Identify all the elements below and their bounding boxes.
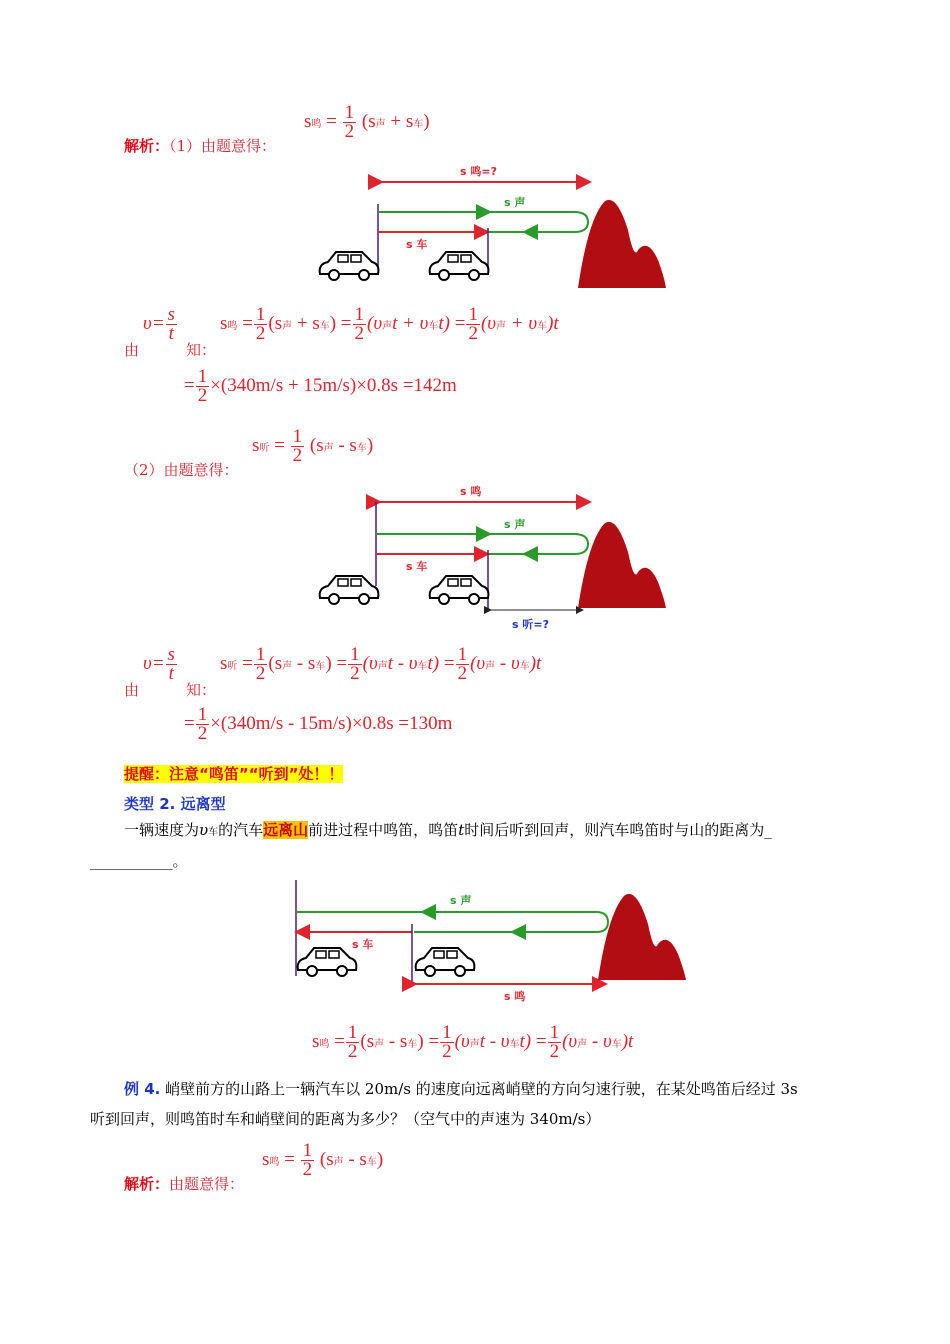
f4-p0: s (220, 652, 228, 674)
f3-lhs-sub: 听 (259, 442, 270, 454)
mountain-icon (578, 522, 666, 608)
calc2-num: 1 (197, 704, 208, 725)
f2-p5: (s (268, 312, 283, 334)
f4-p11: 1 (350, 644, 360, 665)
f4-p7: - s (296, 652, 316, 674)
f2-p12: 2 (354, 323, 365, 344)
f3-op: - s (338, 434, 357, 456)
f4-p15: t - υ (387, 652, 418, 674)
v-def-2 (143, 646, 178, 683)
mountain-icon (598, 894, 686, 980)
f4-p23: - υ (499, 652, 520, 674)
f2-frac-c (466, 306, 480, 343)
f1-sub2: 车 (413, 118, 424, 130)
t2-t: t (458, 821, 465, 839)
f4-p14: 声 (377, 660, 388, 672)
calc1-rest: ×(340m/s + 15m/s)×0.8s =142m (210, 374, 457, 396)
f3-den: 2 (292, 445, 303, 466)
f4-p16: 车 (417, 660, 428, 672)
f5-p2: = (334, 1030, 345, 1052)
f4-frac-c (456, 646, 470, 683)
f6-lhs-sub: 鸣 (269, 1156, 280, 1168)
car-icon (298, 948, 357, 976)
f4-p10: = (336, 652, 348, 674)
f2-p21: (υ (480, 312, 497, 334)
f5-p15: t - υ (479, 1030, 510, 1052)
f3-open: (s (309, 434, 324, 456)
v-frac (166, 306, 177, 343)
know-text-2: 知： (186, 681, 217, 699)
v-den-2: t (168, 663, 174, 684)
f2-p24: 车 (537, 320, 548, 332)
f4-p12: 2 (350, 663, 360, 684)
f5-p14: 声 (469, 1038, 480, 1050)
f3-sub2: 车 (356, 442, 367, 454)
car-icon (430, 252, 489, 280)
f5-p25: )t (621, 1030, 634, 1052)
formula-5 (312, 1024, 633, 1061)
example4-analysis-label: 解析： (124, 1175, 170, 1193)
d3-bottom-label: s 鸣 (504, 990, 526, 1003)
f2-p18: = (454, 312, 466, 334)
v-eq-2: υ= (143, 652, 165, 674)
calc2-eq: = (184, 712, 195, 734)
by-text-1: 由 (124, 341, 140, 359)
diagram-2 (312, 482, 668, 632)
type2-line-2: ___________。 (90, 852, 188, 870)
diagram-1 (312, 160, 668, 292)
example4-label: 例 4. (124, 1080, 161, 1098)
example4-analysis (124, 1174, 244, 1194)
f5-p18: = (535, 1030, 547, 1052)
f4-p19: 1 (457, 644, 468, 665)
f2-p0: s (220, 312, 228, 334)
f5-p19: 1 (549, 1022, 560, 1043)
f2-p22: 声 (496, 320, 507, 332)
f2-p10: = (340, 312, 352, 334)
formula-6 (262, 1142, 383, 1179)
f1-den: 2 (344, 121, 355, 142)
f4-frac-b (348, 646, 362, 683)
f5-p21: (υ (562, 1030, 578, 1052)
f2-p19: 1 (468, 304, 478, 325)
f4-frac-a (254, 646, 268, 683)
f2-p15: t + υ (392, 312, 429, 334)
f1-open: (s (361, 110, 376, 132)
example4-line-1 (124, 1076, 798, 1102)
v-eq: υ= (143, 312, 165, 334)
f6-lhs: s (262, 1148, 270, 1170)
f2-p14: 声 (382, 320, 393, 332)
car-icon (320, 252, 379, 280)
calc2-frac (196, 706, 210, 743)
f4-p2: = (242, 652, 253, 674)
f6-sub1: 声 (333, 1156, 344, 1168)
d2-top-label: s 鸣 (460, 485, 482, 498)
f2-frac-a (254, 306, 268, 343)
calc2-den: 2 (197, 723, 208, 744)
f4-p4: 2 (255, 663, 266, 684)
calc-2 (184, 706, 452, 743)
d2-red-label: s 车 (406, 560, 428, 573)
f3-num: 1 (292, 426, 303, 447)
f2-p7: + s (296, 312, 320, 334)
f4-p6: 声 (282, 660, 293, 672)
f5-p22: 声 (577, 1038, 588, 1050)
f1-lhs: s (304, 110, 312, 132)
car-icon (430, 576, 489, 604)
calc1-frac (196, 368, 210, 405)
f2-p8: 车 (319, 320, 330, 332)
f3-sub1: 声 (323, 442, 334, 454)
example4-text1: 峭壁前方的山路上一辆汽车以 20m/s 的速度向远离峭壁的方向匀速行驶，在某处鸣笛后经过 3s (160, 1080, 798, 1098)
f6-close: ) (376, 1148, 384, 1170)
f6-den: 2 (302, 1159, 313, 1180)
f2-p20: 2 (468, 323, 478, 344)
f4-p21: (υ (470, 652, 486, 674)
formula-4 (220, 646, 541, 683)
know-text-1: 知： (186, 341, 217, 359)
f1-op: + s (390, 110, 414, 132)
f4-p1: 听 (227, 660, 238, 672)
v-def-1 (143, 306, 178, 343)
f4-p13: (υ (362, 652, 378, 674)
formula-2 (220, 306, 559, 343)
d1-red-label: s 车 (406, 238, 428, 251)
part2-intro: （2）由题意得： (124, 461, 239, 479)
t2-b: 的汽车 (218, 821, 264, 839)
f5-p8: 车 (407, 1038, 418, 1050)
d3-red-label: s 车 (352, 938, 374, 951)
t2-a: 一辆速度为 (124, 821, 200, 839)
f5-p9: ) (417, 1030, 424, 1052)
f2-frac-b (353, 306, 367, 343)
example4-line-2: 听到回声，则鸣笛时车和峭壁间的距离为多少？（空气中的声速为 340m/s） (90, 1110, 601, 1128)
f4-p3: 1 (255, 644, 266, 665)
f2-p9: ) (329, 312, 337, 334)
f5-frac-c (548, 1024, 562, 1061)
calc1-den: 2 (197, 385, 208, 406)
f2-p25: )t (547, 312, 559, 334)
f4-p8: 车 (315, 660, 326, 672)
f4-p25: )t (529, 652, 542, 674)
example4-intro: 由题意得： (169, 1175, 245, 1193)
f5-frac-a (346, 1024, 360, 1061)
f4-p18: = (443, 652, 455, 674)
f1-frac (343, 104, 357, 141)
f2-p16: 车 (428, 320, 439, 332)
f2-p11: 1 (354, 304, 365, 325)
f4-p5: (s (268, 652, 283, 674)
by-text-2: 由 (124, 681, 140, 699)
f5-p6: 声 (374, 1038, 385, 1050)
f2-p2: = (242, 312, 253, 334)
f6-eq: = (284, 1148, 295, 1170)
f1-lhs-sub: 鸣 (311, 118, 322, 130)
d1-green-label: s 声 (504, 196, 526, 209)
f5-p13: (υ (454, 1030, 470, 1052)
f3-lhs: s (252, 434, 260, 456)
d1-top-label: s 鸣=? (460, 165, 497, 178)
d3-green-label: s 声 (450, 894, 472, 907)
f5-p0: s (312, 1030, 320, 1052)
t2-d: 时间后听到回声，则汽车鸣笛时与山的距离为_ (464, 821, 772, 839)
part1-intro: （1）由题意得： (169, 137, 277, 155)
t2-highlight: 远离山 (263, 821, 309, 839)
f5-p11: 1 (442, 1022, 452, 1043)
f1-eq: = (326, 110, 337, 132)
analysis-line-1 (124, 136, 276, 156)
type2-heading: 类型 2. 远离型 (124, 795, 226, 813)
calc1-num: 1 (197, 366, 208, 387)
formula-3 (252, 428, 373, 465)
f6-frac (301, 1142, 315, 1179)
f5-p24: 车 (611, 1038, 622, 1050)
f2-p13: (υ (367, 312, 383, 334)
v-frac-2 (166, 646, 177, 683)
f4-p22: 声 (485, 660, 496, 672)
f2-p1: 鸣 (227, 320, 238, 332)
f5-p16: 车 (509, 1038, 520, 1050)
v-den: t (168, 323, 174, 344)
f2-p6: 声 (282, 320, 293, 332)
f5-p10: = (428, 1030, 440, 1052)
analysis-label: 解析： (124, 137, 170, 155)
diagram-3 (290, 874, 690, 1014)
f5-p12: 2 (442, 1041, 452, 1062)
t2-c: 前进过程中鸣笛，鸣笛 (308, 821, 459, 839)
v-num: s (167, 304, 175, 325)
f2-p17: t) (438, 312, 451, 334)
f5-p23: - υ (591, 1030, 612, 1052)
v-num-2: s (167, 644, 175, 665)
reminder (124, 764, 343, 784)
f1-sub1: 声 (375, 118, 386, 130)
f5-p3: 1 (347, 1022, 358, 1043)
calc2-rest: ×(340m/s - 15m/s)×0.8s =130m (210, 712, 453, 734)
car-icon (416, 948, 475, 976)
d2-blue-label: s 听=? (512, 618, 549, 631)
f6-num: 1 (302, 1140, 313, 1161)
f1-close: ) (423, 110, 430, 132)
f5-p5: (s (360, 1030, 375, 1052)
mountain-icon (578, 200, 666, 288)
f1-num: 1 (344, 102, 355, 123)
f2-p23: + υ (510, 312, 538, 334)
f3-frac (291, 428, 305, 465)
f4-p24: 车 (519, 660, 530, 672)
calc1-eq: = (184, 374, 195, 396)
f2-p4: 2 (255, 323, 266, 344)
t2-v: υ (199, 821, 209, 839)
f5-p4: 2 (347, 1041, 358, 1062)
f5-p17: t) (519, 1030, 532, 1052)
f5-p20: 2 (549, 1041, 560, 1062)
reminder-text: 提醒：注意“鸣笛”“听到”处！！ (124, 765, 344, 783)
f4-p17: t) (427, 652, 440, 674)
type2-line-1 (124, 817, 772, 846)
f2-p3: 1 (255, 304, 266, 325)
f6-sub2: 车 (366, 1156, 377, 1168)
f5-p1: 鸣 (319, 1038, 330, 1050)
car-icon (320, 576, 379, 604)
f6-open: (s (319, 1148, 334, 1170)
t2-vsub: 车 (208, 827, 219, 838)
formula-1 (304, 104, 430, 141)
f4-p9: ) (325, 652, 332, 674)
f4-p20: 2 (457, 663, 468, 684)
f5-p7: - s (388, 1030, 408, 1052)
f3-eq: = (274, 434, 285, 456)
f5-frac-b (440, 1024, 454, 1061)
d2-green-label: s 声 (504, 518, 526, 531)
calc-1 (184, 368, 457, 405)
f3-close: ) (366, 434, 374, 456)
f6-op: - s (348, 1148, 367, 1170)
